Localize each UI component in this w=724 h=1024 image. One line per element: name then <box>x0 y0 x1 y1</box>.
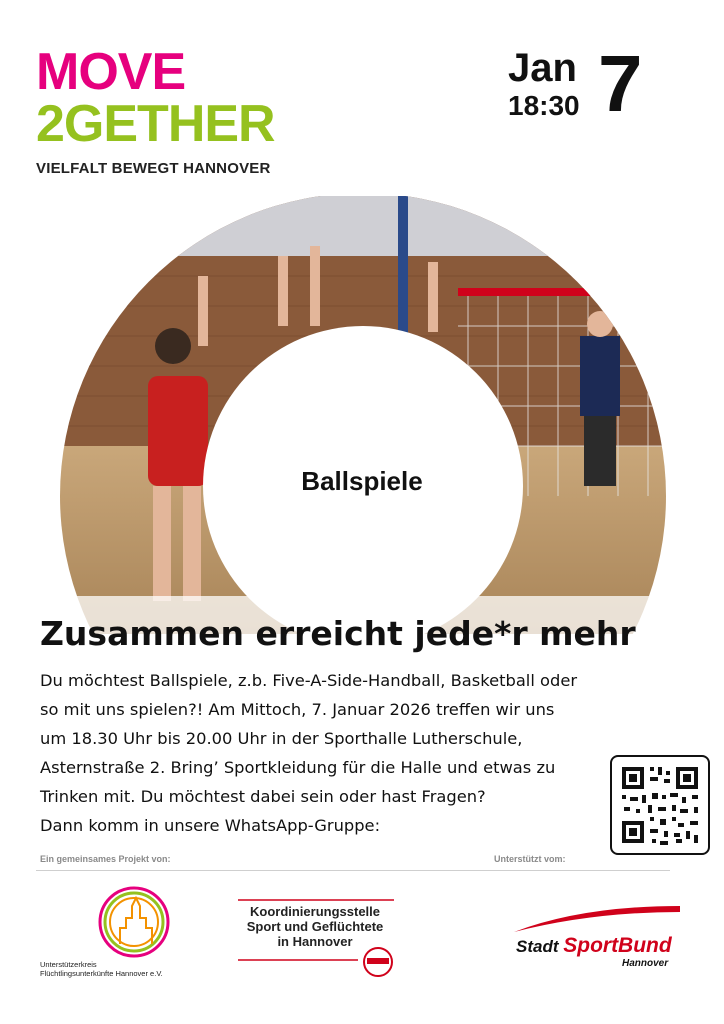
move2gether-logo <box>36 43 336 186</box>
koordinierungsstelle-name: Koordinierungsstelle Sport und Geflüchtete in Hannover <box>246 904 384 949</box>
project-partners-label: Ein gemeinsames Projekt von: <box>40 854 171 864</box>
supporters-label: Unterstützt vom: <box>494 854 566 864</box>
stadtsportbund-city: Hannover <box>622 958 669 969</box>
description-line: Dann komm in unsere WhatsApp-Gruppe: <box>40 816 381 835</box>
description-line: Asternstraße 2. Bring’ Sportkleidung für die Halle und etwas zu <box>40 758 556 777</box>
footer-divider <box>36 870 670 871</box>
qr-code-icon <box>612 757 708 853</box>
handball-photo <box>58 196 668 634</box>
logo-tagline: VIELFALT BEWEGT HANNOVER <box>36 160 271 177</box>
description-line: Du möchtest Ballspiele, z.b. Five-A-Side-Handball, Basketball oder <box>40 671 578 690</box>
logo-line-2gether: 2GETHER <box>36 95 275 153</box>
stadtsportbund-logo <box>512 904 682 974</box>
event-day: 7 <box>598 39 643 128</box>
event-time: 18:30 <box>508 90 580 121</box>
ufu-logo <box>40 884 200 984</box>
headline: Zusammen erreicht jede*r mehr <box>40 614 636 653</box>
stadtsportbund-name: Stadt SportBund <box>516 934 672 957</box>
swoosh-icon <box>512 904 682 934</box>
description-line: so mit uns spielen?! Am Mittoch, 7. Januar 2026 treffen wir uns <box>40 700 555 719</box>
event-date <box>508 39 658 134</box>
event-description <box>40 666 610 840</box>
description-line: um 18.30 Uhr bis 20.00 Uhr in der Sporthalle Lutherschule, <box>40 729 523 748</box>
activity-label: Ballspiele <box>301 466 423 496</box>
koordinierungsstelle-logo <box>238 896 394 980</box>
logo-line-move: MOVE <box>36 43 186 101</box>
event-month: Jan <box>508 46 577 90</box>
whatsapp-qr-code[interactable] <box>610 755 710 855</box>
church-ring-icon <box>40 884 200 960</box>
description-line: Trinken mit. Du möchtest dabei sein oder hast Fragen? <box>40 787 486 806</box>
ufu-name: Unterstützerkreis Flüchtlingsunterkünfte Hannover e.V. <box>40 960 163 978</box>
